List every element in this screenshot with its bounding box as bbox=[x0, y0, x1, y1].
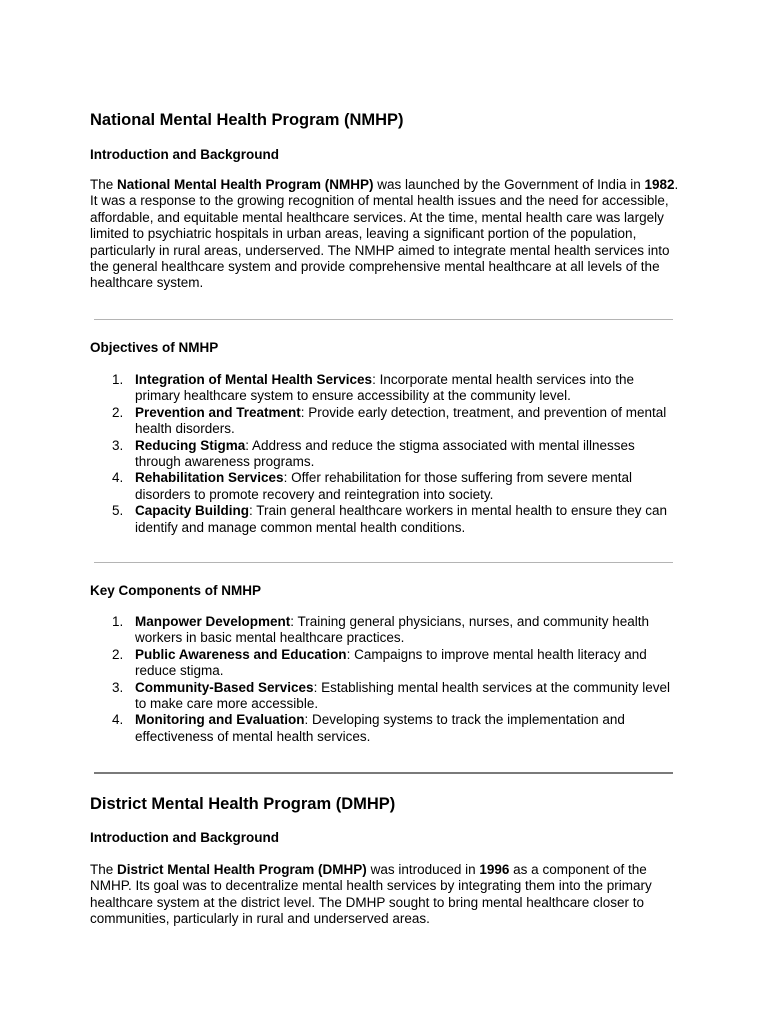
list-item-number: 2. bbox=[112, 404, 124, 420]
list-item bbox=[90, 503, 680, 536]
list-item-term: Integration of Mental Health Services bbox=[135, 372, 373, 387]
list-item-number: 2. bbox=[112, 646, 124, 662]
nmhp-objectives-heading: Objectives of NMHP bbox=[90, 340, 219, 355]
list-item-number: 1. bbox=[112, 372, 124, 387]
list-item-description: : Provide early detection, treatment, and prevention of mental health disorders. bbox=[135, 404, 667, 437]
list-item-number: 1. bbox=[112, 614, 124, 629]
list-item-number: 3. bbox=[112, 679, 124, 695]
list-item bbox=[90, 470, 680, 503]
list-item-description: : Incorporate mental health services into the primary healthcare system to ensure accessibility at the community level. bbox=[135, 372, 634, 404]
list-item-term: Capacity Building bbox=[135, 503, 250, 519]
list-item-term: Reducing Stigma bbox=[135, 437, 246, 453]
nmhp-intro-text-3: . It was a response to the growing recognition of mental health issues and the need for accessible, affordable, and equitable mental healthcare services. At the time, mental health care was largely limited to psychiatric hospitals in urban areas, leaving a significant portion of the population, particularly in rural areas, underserved. The NMHP aimed to integrate mental health services into the general healthcare system and provide comprehensive mental healthcare at all levels of the healthcare system. bbox=[90, 177, 679, 291]
list-item-description: : Campaigns to improve mental health literacy and reduce stigma. bbox=[135, 646, 647, 679]
list-item bbox=[90, 438, 680, 471]
nmhp-intro-bold-name: National Mental Health Program (NMHP) bbox=[117, 177, 374, 192]
list-item bbox=[90, 647, 680, 680]
list-item bbox=[90, 712, 680, 745]
nmhp-intro-paragraph bbox=[90, 177, 680, 292]
list-item-term: Prevention and Treatment bbox=[135, 404, 301, 420]
nmhp-intro-text-2: was launched by the Government of India in bbox=[373, 177, 645, 192]
list-item-number: 4. bbox=[112, 470, 124, 486]
list-item-number: 5. bbox=[112, 503, 124, 519]
nmhp-title: National Mental Health Program (NMHP) bbox=[90, 111, 404, 129]
list-item-term: Rehabilitation Services bbox=[135, 470, 284, 486]
nmhp-intro-text-1: The bbox=[90, 177, 118, 192]
section-divider bbox=[94, 319, 673, 320]
dmhp-intro-heading: Introduction and Background bbox=[90, 830, 279, 845]
nmhp-intro-heading: Introduction and Background bbox=[90, 147, 279, 162]
list-item-term: Community-Based Services bbox=[135, 679, 314, 695]
dmhp-intro-bold-year: 1996 bbox=[479, 862, 510, 877]
list-item bbox=[90, 405, 680, 438]
dmhp-title: District Mental Health Program (DMHP) bbox=[90, 795, 396, 813]
nmhp-components-list bbox=[90, 614, 680, 745]
list-item-number: 3. bbox=[112, 437, 124, 453]
list-item-description: : Address and reduce the stigma associated with mental illnesses through awareness programs. bbox=[135, 437, 635, 470]
list-item-description: : Train general healthcare workers in mental health to ensure they can identify and manage common mental health conditions. bbox=[135, 503, 668, 535]
list-item-description: : Developing systems to track the implementation and effectiveness of mental health services. bbox=[135, 712, 625, 744]
list-item bbox=[90, 680, 680, 713]
nmhp-components-heading: Key Components of NMHP bbox=[90, 583, 262, 598]
dmhp-intro-paragraph bbox=[90, 862, 680, 928]
dmhp-intro-bold-name: District Mental Health Program (DMHP) bbox=[117, 862, 367, 877]
list-item-term: Manpower Development bbox=[135, 614, 291, 629]
list-item-description: : Establishing mental health services at the community level to make care more accessible. bbox=[135, 679, 670, 712]
list-item-term: Monitoring and Evaluation bbox=[135, 712, 305, 728]
dmhp-intro-text-2: was introduced in bbox=[366, 862, 480, 877]
list-item-term: Public Awareness and Education bbox=[135, 646, 347, 662]
nmhp-objectives-list bbox=[90, 372, 680, 536]
list-item bbox=[90, 614, 680, 647]
nmhp-intro-bold-year: 1982 bbox=[644, 177, 675, 192]
dmhp-intro-text-3: as a component of the NMHP. Its goal was to decentralize mental health services by integrating them into the primary healthcare system at the district level. The DMHP sought to bring mental healthcare closer to communities, particularly in rural and underserved areas. bbox=[90, 862, 652, 927]
list-item-description: : Offer rehabilitation for those suffering from severe mental disorders to promote recovery and reintegration into society. bbox=[135, 470, 632, 502]
section-divider bbox=[94, 562, 673, 563]
list-item bbox=[90, 372, 680, 405]
list-item-number: 4. bbox=[112, 712, 124, 728]
major-section-divider bbox=[94, 772, 673, 774]
list-item-description: : Training general physicians, nurses, and community health workers in basic mental healthcare practices. bbox=[135, 614, 649, 646]
dmhp-intro-text-1: The bbox=[90, 862, 118, 877]
